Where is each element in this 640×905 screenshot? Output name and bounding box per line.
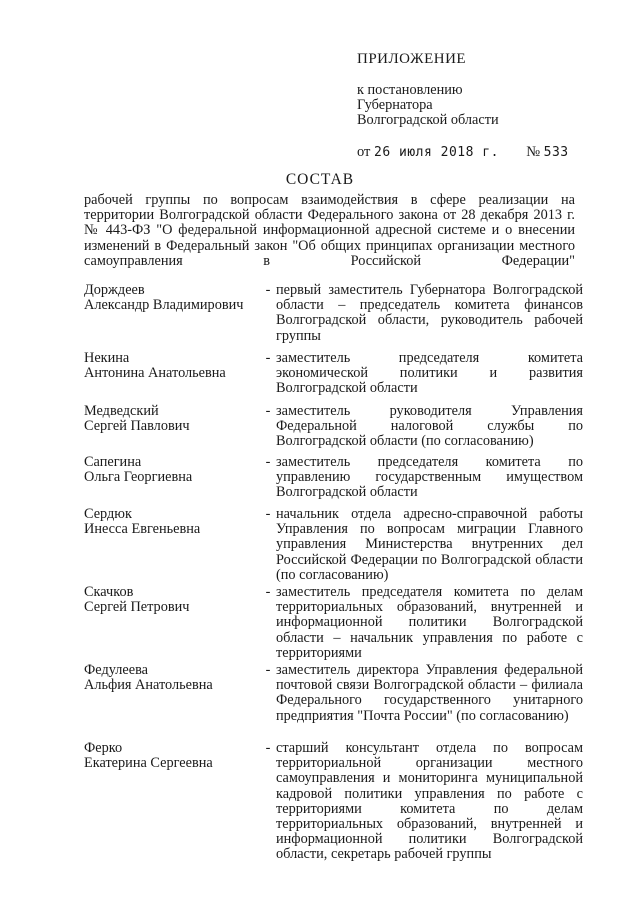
member-row bbox=[84, 351, 584, 397]
group-subject: рабочей группы по вопросам взаимодействия в сфере реализации на территории Волгоградской области Федерального закона от 28 декабря 2013 г. № 443-ФЗ "О федеральной информационной адресной системе и о внесении изменений в Федеральный закон "Об общих принципах организации местного самоуправления в Российской Федерации" bbox=[84, 192, 575, 269]
member-role: заместитель председателя комитета экономической политики и развития Волгоградской области bbox=[276, 350, 583, 397]
member-given-names: Екатерина Сергеевна bbox=[84, 755, 213, 772]
document-heading: СОСТАВ bbox=[285, 171, 355, 188]
member-name bbox=[84, 283, 260, 344]
member-role: первый заместитель Губернатора Волгоградской области – председатель комитета финансов Волгоградской области, руководитель рабочей группы bbox=[276, 282, 583, 344]
member-given-names: Сергей Павлович bbox=[84, 418, 190, 435]
resolution-number: 533 bbox=[543, 145, 569, 160]
date-prefix: от bbox=[357, 144, 371, 160]
member-dash: - bbox=[265, 282, 271, 298]
number-prefix: № bbox=[526, 144, 541, 160]
member-name bbox=[84, 741, 260, 863]
appendix-line: Губернатора bbox=[357, 97, 433, 113]
member-surname: Скачков bbox=[84, 584, 134, 600]
member-surname: Сердюк bbox=[84, 506, 132, 522]
member-dash: - bbox=[265, 403, 271, 419]
member-role: заместитель председателя комитета по делам территориальных образований, внутренней и информационной политики Волгоградской области – начальник управления по работе с территориями bbox=[276, 584, 583, 661]
member-given-names: Сергей Петрович bbox=[84, 599, 190, 616]
member-given-names: Альфия Анатольевна bbox=[84, 677, 213, 694]
member-surname: Медведский bbox=[84, 403, 159, 419]
member-dash: - bbox=[265, 662, 271, 678]
member-given-names: Антонина Анатольевна bbox=[84, 365, 226, 382]
member-surname: Некина bbox=[84, 350, 130, 366]
appendix-line: к постановлению bbox=[357, 82, 463, 98]
member-dash: - bbox=[265, 350, 271, 366]
member-dash: - bbox=[265, 740, 271, 756]
member-surname: Сапегина bbox=[84, 454, 142, 470]
member-row bbox=[84, 283, 584, 344]
member-name bbox=[84, 663, 260, 724]
member-row bbox=[84, 404, 584, 450]
appendix-block bbox=[357, 52, 617, 160]
member-row bbox=[84, 663, 584, 724]
resolution-date-number bbox=[357, 145, 617, 160]
member-given-names: Инесса Евгеньевна bbox=[84, 521, 201, 538]
member-dash: - bbox=[265, 454, 271, 470]
member-surname: Ферко bbox=[84, 740, 123, 756]
appendix-line: Волгоградской области bbox=[357, 112, 499, 128]
member-dash: - bbox=[265, 506, 271, 522]
member-row bbox=[84, 455, 584, 501]
appendix-title: ПРИЛОЖЕНИЕ bbox=[357, 51, 467, 67]
member-role: заместитель председателя комитета по управлению государственным имуществом Волгоградской области bbox=[276, 454, 583, 501]
member-row bbox=[84, 741, 584, 863]
member-name bbox=[84, 404, 260, 450]
member-name bbox=[84, 455, 260, 501]
member-role: заместитель директора Управления федеральной почтовой связи Волгоградской области – филиала Федерального государственного унитарного предприятия "Почта России" (по согласованию) bbox=[276, 662, 583, 724]
member-given-names: Александр Владимирович bbox=[84, 297, 244, 314]
member-name bbox=[84, 351, 260, 397]
member-dash: - bbox=[265, 584, 271, 600]
member-name bbox=[84, 507, 260, 583]
member-role: старший консультант отдела по вопросам территориальной организации местного самоуправления и мониторинга муниципальной кадровой политики управления по работе с территориями комитета по делам территориальных образований, внутренней и информационной политики Волгоградской области, секретарь рабочей группы bbox=[276, 740, 583, 863]
member-row bbox=[84, 507, 584, 583]
member-name bbox=[84, 585, 260, 661]
member-row bbox=[84, 585, 584, 661]
member-surname: Федулеева bbox=[84, 662, 148, 678]
member-role: начальник отдела адресно-справочной работы Управления по вопросам миграции Главного управления Министерства внутренних дел Российской Федерации по Волгоградской области (по согласованию) bbox=[276, 506, 583, 583]
resolution-date: 26 июля 2018 г. bbox=[374, 145, 499, 160]
member-surname: Дорждеев bbox=[84, 282, 145, 298]
member-role: заместитель руководителя Управления Федеральной налоговой службы по Волгоградской области (по согласованию) bbox=[276, 403, 583, 450]
member-given-names: Ольга Георгиевна bbox=[84, 469, 193, 486]
